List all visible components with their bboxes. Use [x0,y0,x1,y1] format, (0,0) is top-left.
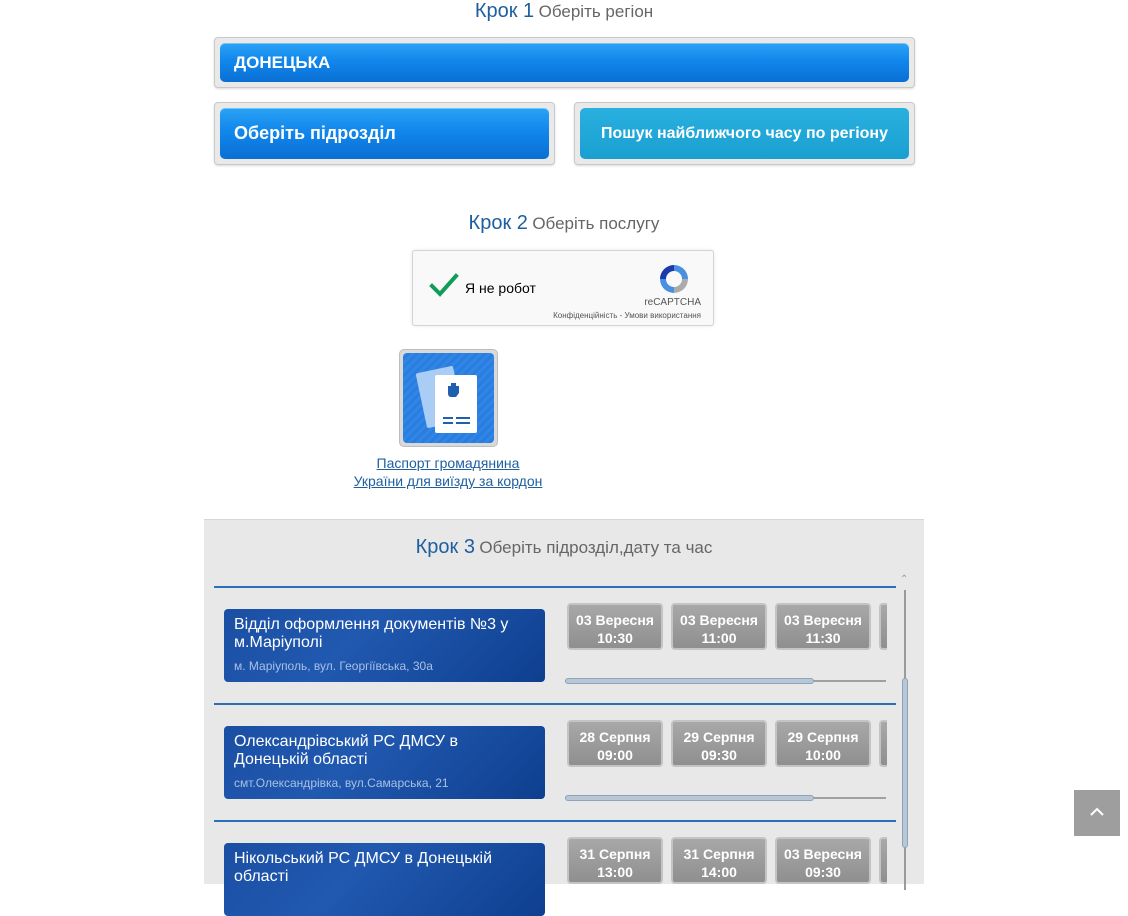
time-slot[interactable] [775,720,871,767]
time-slot-partial[interactable] [879,720,887,767]
time-slot-partial[interactable] [879,603,887,650]
scroll-up-arrow-icon[interactable]: ⌃ [900,574,909,585]
passport-service-link-line2: України для виїзду за кордон [353,473,543,489]
time-slot[interactable] [671,837,767,884]
office-address: смт.Олександрівка, вул.Самарська, 21 [234,776,449,790]
slot-time: 10:00 [805,747,841,763]
office-name: Олександрівський РС ДМСУ в Донецькій області [234,733,458,768]
step3-title [204,536,924,559]
recaptcha-terms-links[interactable]: Конфіденційність - Умови використання [553,311,701,320]
slot-time: 11:30 [805,630,841,646]
slot-date: 29 Серпня [787,729,859,745]
time-slot[interactable] [671,720,767,767]
unit-select-label: Оберіть підрозділ [234,123,396,143]
region-select-label: ДОНЕЦЬКА [234,52,331,72]
slot-date: 03 Вересня [680,612,758,628]
nearest-time-search-label: Пошук найближчого часу по регіону [601,124,888,142]
time-slot[interactable] [567,720,663,767]
nearest-time-search-button[interactable] [580,108,909,159]
slot-date: 03 Вересня [784,846,862,862]
recaptcha-label: Я не робот [465,280,536,296]
step1-title [0,0,1128,23]
recaptcha-widget [412,250,714,326]
office-card[interactable] [224,726,545,799]
nearest-time-search-frame [574,102,915,165]
step1-description: Оберіть регіон [538,2,654,21]
slot-date: 29 Серпня [683,729,755,745]
step3-number: Крок 3 [415,536,475,558]
step2-number: Крок 2 [468,212,528,234]
office-name: Нікольський РС ДМСУ в Донецькій області [234,850,493,885]
step1-number: Крок 1 [474,0,535,22]
passport-service-link[interactable] [330,454,566,490]
unit-select-button[interactable] [220,108,549,159]
slot-time: 09:30 [701,747,737,763]
time-slot[interactable] [775,603,871,650]
horizontal-scrollbar-thumb[interactable] [565,678,814,684]
office-address: м. Маріуполь, вул. Георгіївська, 30а [234,659,433,673]
slot-date: 03 Вересня [784,612,862,628]
office-card[interactable] [224,609,545,682]
step3-description: Оберіть підрозділ,дату та час [479,538,713,557]
slot-time: 09:00 [597,747,633,763]
step2-title [0,212,1128,235]
step2-description: Оберіть послугу [532,214,660,233]
time-slot[interactable] [671,603,767,650]
checkmark-icon[interactable] [429,273,459,304]
slot-time: 13:00 [597,864,633,880]
time-slot[interactable] [567,603,663,650]
slot-time: 09:30 [805,864,841,880]
time-slot[interactable] [567,837,663,884]
unit-select-frame [214,102,555,165]
horizontal-scrollbar-thumb[interactable] [565,795,814,801]
vertical-scrollbar-thumb[interactable] [902,678,908,848]
region-select-frame [214,37,915,88]
slot-time: 11:00 [701,630,737,646]
row-divider [214,820,896,822]
row-divider [214,703,896,705]
recaptcha-brand: reCAPTCHA [644,297,701,308]
time-slot-partial[interactable] [879,837,887,884]
time-slot[interactable] [775,837,871,884]
passport-icon [403,353,494,443]
slot-date: 31 Серпня [579,846,651,862]
passport-service-tile[interactable] [399,349,498,447]
office-name: Відділ оформлення документів №3 у м.Маріуполі [234,616,509,651]
slot-date: 31 Серпня [683,846,755,862]
recaptcha-logo-icon [657,262,691,301]
region-select-button[interactable] [220,43,909,82]
office-card[interactable] [224,843,545,916]
row-divider [214,586,896,588]
passport-service-link-line1: Паспорт громадянина [376,455,520,471]
slot-date: 28 Серпня [579,729,651,745]
slot-time: 10:30 [597,630,633,646]
slot-date: 03 Вересня [576,612,654,628]
chevron-up-icon [1089,804,1105,822]
scroll-to-top-button[interactable] [1074,790,1120,836]
slot-time: 14:00 [701,864,737,880]
step3-panel [204,519,924,884]
